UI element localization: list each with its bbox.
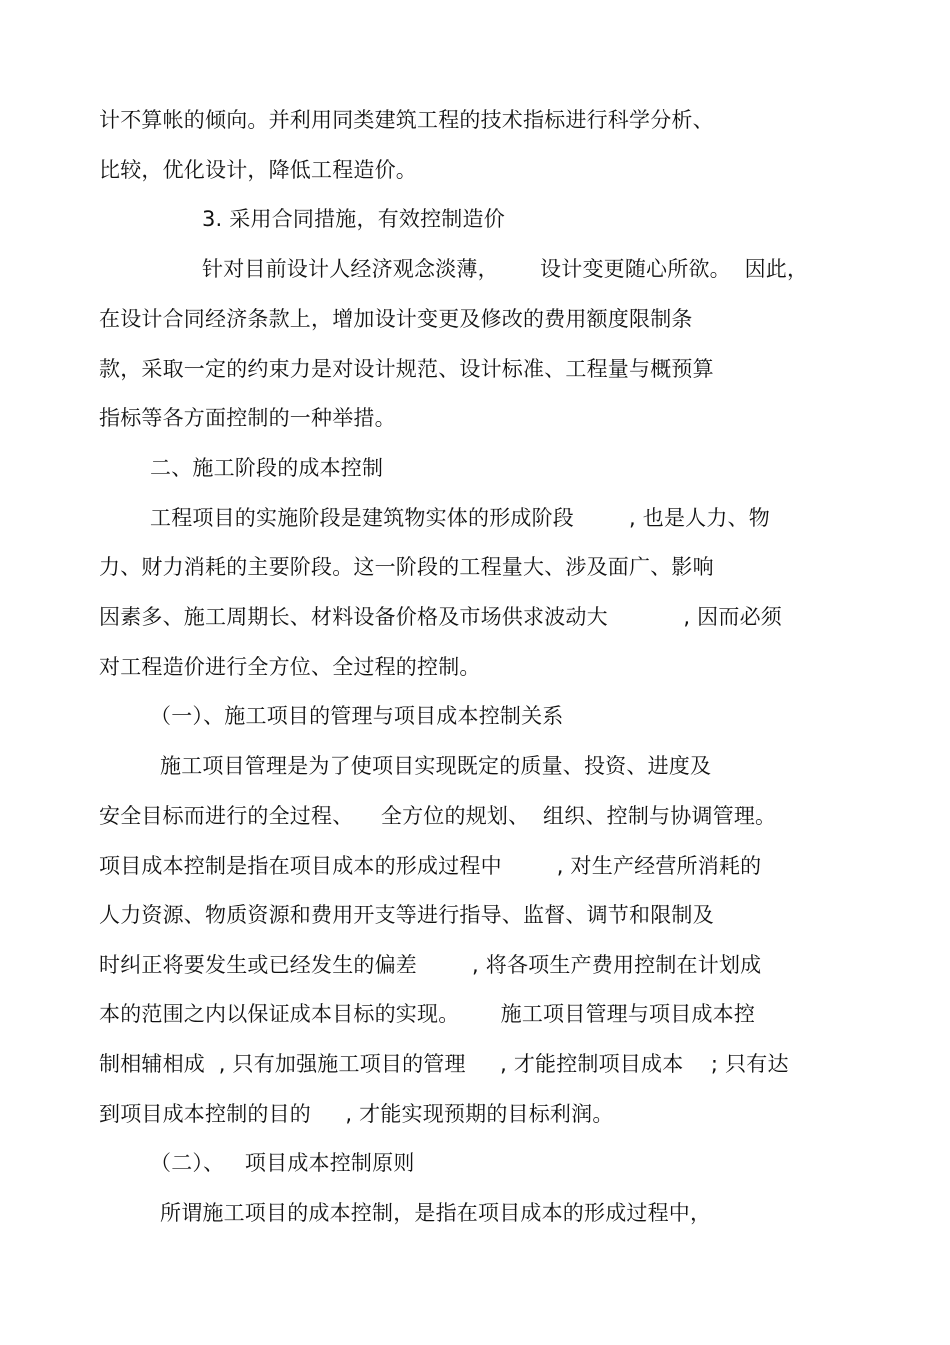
text-line: 到项目成本控制的目的 , 才能实现预期的目标利润。 xyxy=(99,1102,614,1126)
text-line: 项目成本控制是指在项目成本的形成过程中 , 对生产经营所消耗的 xyxy=(99,854,762,878)
text-line: 因素多、施工周期长、材料设备价格及市场供求波动大 , 因而必须 xyxy=(99,605,782,629)
text-line: 力、财力消耗的主要阶段。这一阶段的工程量大、涉及面广、影响 xyxy=(99,555,714,579)
text-line: 比较，优化设计，降低工程造价。 xyxy=(99,158,417,182)
text-line: 指标等各方面控制的一种举措。 xyxy=(99,406,396,430)
text-line: 所谓施工项目的成本控制，是指在项目成本的形成过程中， xyxy=(160,1201,712,1225)
text-line: 本的范围之内以保证成本目标的实现。 施工项目管理与项目成本控 xyxy=(99,1002,756,1026)
subsection-heading: （一）、施工项目的管理与项目成本控制关系 xyxy=(150,704,564,728)
subsection-heading: （二）、 项目成本控制原则 xyxy=(150,1151,415,1175)
text-line: 施工项目管理是为了使项目实现既定的质量、投资、进度及 xyxy=(160,754,712,778)
section-heading: 二、施工阶段的成本控制 xyxy=(150,456,384,480)
text-line: 款，采取一定的约束力是对设计规范、设计标准、工程量与概预算 xyxy=(99,357,714,381)
text-line: 安全目标而进行的全过程、 全方位的规划、 组织、控制与协调管理。 xyxy=(99,804,777,828)
text-line: 3. 采用合同措施，有效控制造价 xyxy=(202,207,505,231)
text-line: 在设计合同经济条款上，增加设计变更及修改的费用额度限制条 xyxy=(99,307,693,331)
text-line: 人力资源、物质资源和费用开支等进行指导、监督、调节和限制及 xyxy=(99,903,714,927)
text-line: 制相辅相成 , 只有加强施工项目的管理 , 才能控制项目成本 ; 只有达 xyxy=(99,1052,789,1076)
text-line: 工程项目的实施阶段是建筑物实体的形成阶段 , 也是人力、物 xyxy=(150,506,770,530)
text-line: 针对目前设计人经济观念淡薄， 设计变更随心所欲。 因此， xyxy=(202,257,809,281)
text-line: 时纠正将要发生或已经发生的偏差 , 将各项生产费用控制在计划成 xyxy=(99,953,762,977)
text-line: 对工程造价进行全方位、全过程的控制。 xyxy=(99,655,481,679)
text-line: 计不算帐的倾向。并利用同类建筑工程的技术指标进行科学分析、 xyxy=(99,108,714,132)
